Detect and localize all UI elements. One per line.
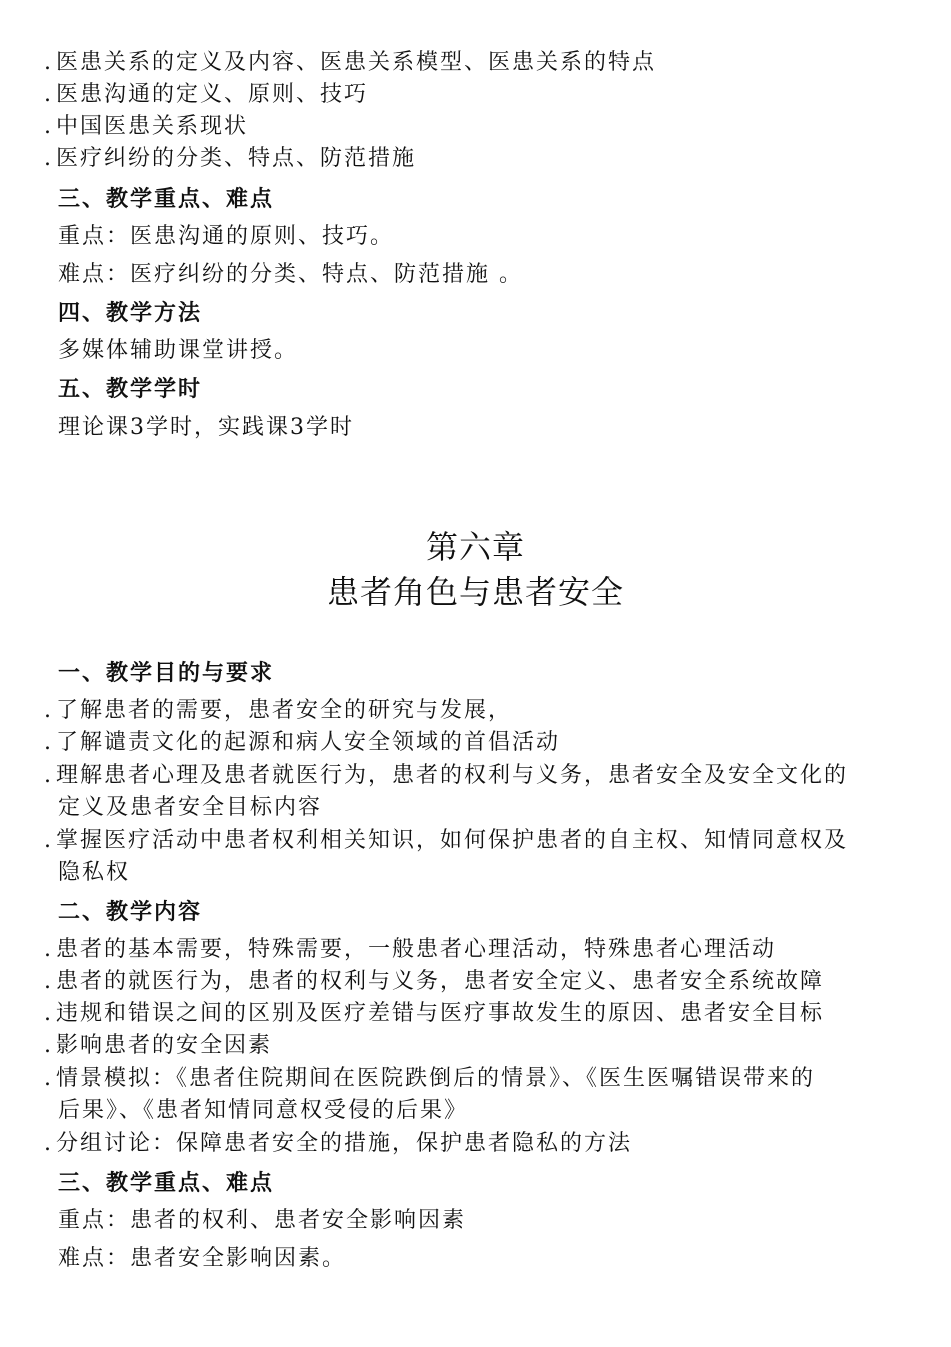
list-item xyxy=(44,144,416,174)
list-item-text: 了解患者的需要，患者安全的研究与发展， xyxy=(56,698,513,723)
list-item xyxy=(44,112,248,142)
list-bullet: . xyxy=(44,146,53,171)
list-item xyxy=(44,696,512,726)
section-heading-content: 二、教学内容 xyxy=(58,899,203,925)
list-item xyxy=(44,761,848,791)
list-item xyxy=(44,967,824,997)
list-item-text: 理解患者心理及患者就医行为，患者的权利与义务，患者安全及安全文化的 xyxy=(56,763,849,788)
list-item xyxy=(44,1064,815,1094)
list-bullet: . xyxy=(44,730,53,755)
chapter-title: 患者角色与患者安全 xyxy=(326,573,624,611)
section-heading-key-points: 三、教学重点、难点 xyxy=(58,186,275,212)
list-item-text: 了解谴责文化的起源和病人安全领域的首倡活动 xyxy=(56,730,561,755)
difficult-point-text: 难点：医疗纠纷的分类、特点、防范措施 。 xyxy=(58,262,523,287)
list-item-text: 中国医患关系现状 xyxy=(56,114,249,139)
chapter-number: 第六章 xyxy=(425,528,525,566)
list-bullet: . xyxy=(44,114,53,139)
list-item-text: 患者的基本需要，特殊需要，一般患者心理活动，特殊患者心理活动 xyxy=(56,937,777,962)
list-bullet: . xyxy=(44,1066,53,1091)
key-point-text: 重点：患者的权利、患者安全影响因素 xyxy=(58,1208,467,1233)
list-bullet: . xyxy=(44,969,53,994)
key-point-text: 重点：医患沟通的原则、技巧。 xyxy=(58,224,395,249)
list-item-text: 违规和错误之间的区别及医疗差错与医疗事故发生的原因、患者安全目标 xyxy=(56,1001,825,1026)
section-heading-goals: 一、教学目的与要求 xyxy=(58,660,275,686)
list-item xyxy=(44,80,368,110)
section-heading-teaching-hours: 五、教学学时 xyxy=(58,376,203,402)
list-item xyxy=(44,728,560,758)
list-bullet: . xyxy=(44,828,53,853)
list-item xyxy=(44,1031,272,1061)
list-item-text: 医患关系的定义及内容、医患关系模型、医患关系的特点 xyxy=(56,50,657,75)
list-item-text: 医患沟通的定义、原则、技巧 xyxy=(56,82,369,107)
list-bullet: . xyxy=(44,50,53,75)
list-item xyxy=(44,935,776,965)
list-bullet: . xyxy=(44,1131,53,1156)
list-bullet: . xyxy=(44,698,53,723)
list-item xyxy=(44,1129,632,1159)
list-item xyxy=(44,48,656,78)
teaching-hours-text: 理论课3学时，实践课3学时 xyxy=(58,415,354,440)
section-heading-key-points: 三、教学重点、难点 xyxy=(58,1170,275,1196)
list-item-text: 分组讨论：保障患者安全的措施，保护患者隐私的方法 xyxy=(56,1131,633,1156)
list-bullet: . xyxy=(44,937,53,962)
section-heading-teaching-method: 四、教学方法 xyxy=(58,300,203,326)
list-item-text: 患者的就医行为，患者的权利与义务，患者安全定义、患者安全系统故障 xyxy=(56,969,825,994)
list-item xyxy=(44,826,848,856)
difficult-point-text: 难点：患者安全影响因素。 xyxy=(58,1246,347,1271)
list-item-continuation: 隐私权 xyxy=(58,860,131,885)
list-bullet: . xyxy=(44,763,53,788)
list-item xyxy=(44,999,824,1029)
list-item-text: 情景模拟：《患者住院期间在医院跌倒后的情景》、《医生医嘱错误带来的 xyxy=(56,1066,816,1091)
list-bullet: . xyxy=(44,1033,53,1058)
list-bullet: . xyxy=(44,1001,53,1026)
list-bullet: . xyxy=(44,82,53,107)
list-item-continuation: 后果》、《患者知情同意权受侵的后果》 xyxy=(58,1098,469,1123)
list-item-text: 影响患者的安全因素 xyxy=(56,1033,273,1058)
teaching-method-text: 多媒体辅助课堂讲授。 xyxy=(58,338,299,363)
list-item-text: 医疗纠纷的分类、特点、防范措施 xyxy=(56,146,417,171)
list-item-text: 掌握医疗活动中患者权利相关知识，如何保护患者的自主权、知情同意权及 xyxy=(56,828,849,853)
list-item-continuation: 定义及患者安全目标内容 xyxy=(58,795,323,820)
